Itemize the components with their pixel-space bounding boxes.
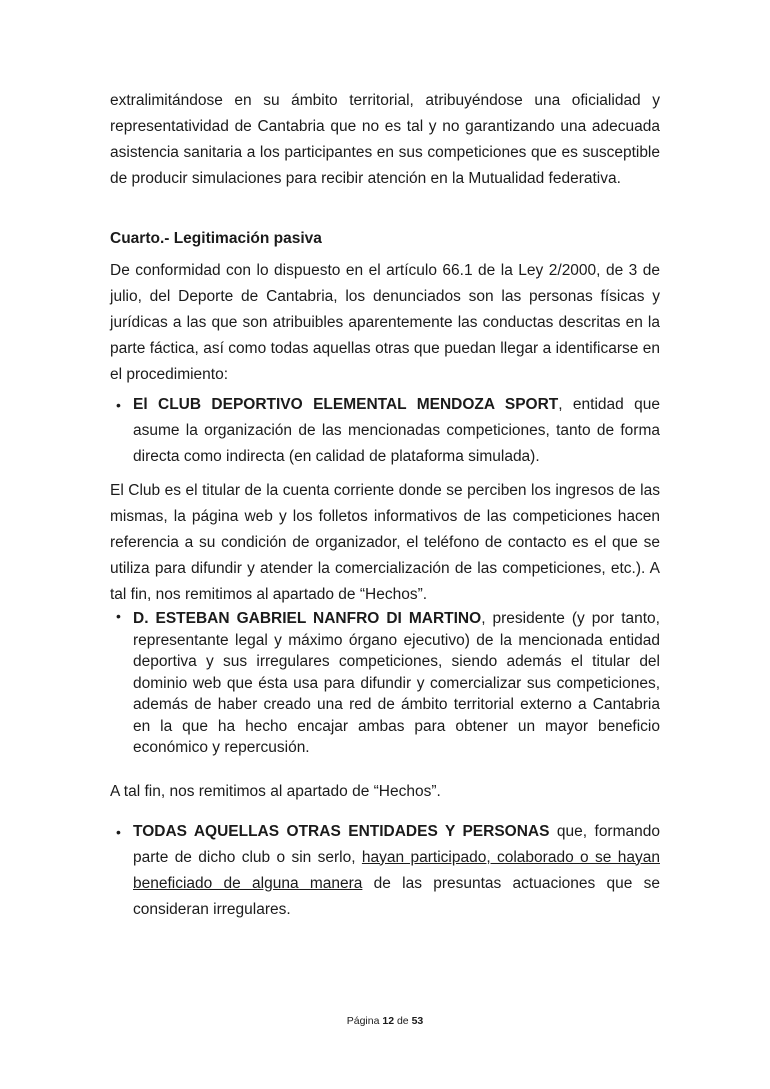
- bullet-entity-name: D. ESTEBAN GABRIEL NANFRO DI MARTINO: [133, 610, 482, 627]
- bullet-item-others: [110, 819, 660, 923]
- page-footer: [0, 1014, 770, 1028]
- bullet-entity-name: El CLUB DEPORTIVO ELEMENTAL MENDOZA SPORT: [133, 396, 559, 413]
- bullet-item-club: [110, 392, 660, 470]
- footer-page-number: 12: [382, 1015, 395, 1027]
- footer-page-label: Página: [346, 1015, 380, 1027]
- document-body: [110, 88, 660, 923]
- bullet-icon: •: [116, 397, 121, 413]
- bullet-icon: •: [116, 608, 121, 624]
- bullet-text: de las presuntas actuaciones que se consideran irregulares.: [133, 874, 660, 918]
- footer-page-total: 53: [411, 1015, 424, 1027]
- section-heading: Cuarto.- Legitimación pasiva: [110, 230, 322, 247]
- bullet-underlined-text: hayan participado, colaborado o se hayan beneficiado de alguna manera: [133, 848, 660, 892]
- bullet-item-president: [110, 608, 660, 759]
- club-detail-paragraph: El Club es el titular de la cuenta corriente donde se perciben los ingresos de las mismas, la página web y los folletos informativos de las competiciones hacen referencia a su condición de organizador, el teléfono de contacto es el que se utiliza para difundir y atender la comercialización de las competiciones, etc.). A tal fin, nos remitimos al apartado de “Hechos”.: [110, 482, 660, 603]
- president-detail-paragraph: A tal fin, nos remitimos al apartado de “Hechos”.: [110, 782, 441, 800]
- bullet-entity-name: TODAS AQUELLAS OTRAS ENTIDADES Y PERSONAS: [133, 822, 550, 840]
- bullet-icon: •: [116, 823, 121, 840]
- footer-of-label: de: [396, 1015, 409, 1027]
- legal-paragraph: De conformidad con lo dispuesto en el artículo 66.1 de la Ley 2/2000, de 3 de julio, del Deporte de Cantabria, los denunciados son las personas físicas y jurídicas a las que son atribuibles aparentemente las conductas descritas en la parte fáctica, así como todas aquellas otras que puedan llegar a identificarse en el procedimiento:: [110, 262, 660, 383]
- bullet-text: que, formando parte de dicho club o sin serlo,: [133, 822, 660, 866]
- bullet-text: , presidente (y por tanto, representante legal y máximo órgano ejecutivo) de la mencionada entidad deportiva y sus irregulares competiciones, siendo además el titular del dominio web que ésta usa para difundir y comercializar sus competiciones, además de haber creado una red de ámbito territorial externo a Cantabria en la que ha hecho encajar ambas para obtener un mayor beneficio económico y repercusión.: [133, 610, 660, 756]
- bullet-text: , entidad que asume la organización de las mencionadas competiciones, tanto de forma directa como indirecta (en calidad de plataforma simulada).: [133, 396, 660, 465]
- intro-paragraph: extralimitándose en su ámbito territorial, atribuyéndose una oficialidad y representatividad de Cantabria que no es tal y no garantizando una adecuada asistencia sanitaria a los participantes en sus competiciones que es susceptible de producir simulaciones para recibir atención en la Mutualidad federativa.: [110, 92, 660, 187]
